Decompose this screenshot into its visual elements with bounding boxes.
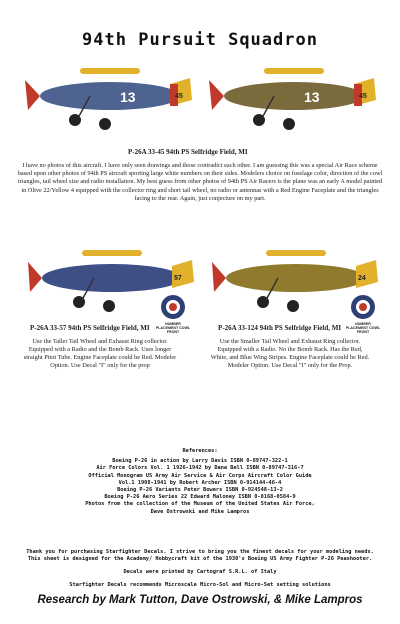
roundel-label-right: NUMBER PLACEMENT COWL FRONT (345, 322, 381, 335)
plane-number-2: 13 (304, 89, 320, 105)
thanks-section (20, 549, 380, 595)
decal-instruction-page (12, 8, 388, 616)
description-paragraph: I have no photos of this aircraft. I have only seen drawings and those contradict each other. I am guessing this was a special Air Race scheme based upon other photos of 94th PS aircraft sporting large white numbers on their sides. Modelers choice on fuselage color, direction of the cowl triangles, tail wheel size and radio installation. My best guess from other photos of 94th PS Air Racers is the plane was an early A model painted in Olive 22/Yellow 4 equipped with the collector ring and short tail wheel, no radio or antennas with a Red Engine Faceplate and the triangles facing to the rear. Again, just conjecture on my part. (17, 162, 383, 202)
reference-item: Boeing P-26 Aero Series 22 Edward Maloney ISBN 0-8168-0584-9 (104, 494, 296, 501)
reference-item: Boeing P-26 Variants Peter Bowers ISBN 0-924548-13-2 (117, 487, 283, 494)
plane-tail-number-2: 45 (359, 93, 367, 100)
caption-left: P-26A 33-57 94th PS Selfridge Field, MI (30, 324, 150, 332)
references-section (22, 448, 378, 516)
research-credits: Research by Mark Tutton, Dave Ostrowski, & Mike Lampros (37, 594, 363, 606)
reference-item: Dave Ostrowski and Mike Lampros (150, 508, 250, 515)
note-right: Use the Smaller Tail Wheel and Exhaust Ring collector. Equipped with a Radio. No the Bomb Rack. Has the Red, White, and Blue Wing Stripes. Engine Faceplate could be Red. Modeler Option. Use Decal "I" only for the Prop. (210, 338, 370, 369)
plane-tail-number-4: 24 (358, 275, 366, 282)
setting-solutions-note: Starfighter Decals recommends Microscale Micro-Sol and Micro-Set setting solutions (69, 582, 331, 588)
cowl-roundel-right (350, 294, 376, 320)
reference-item: Official Monogram US Army Air Service & Air Corps Aircraft Color Guide (88, 472, 312, 479)
roundel-label-left: NUMBER PLACEMENT COWL FRONT (155, 322, 191, 335)
plane-tail-number-1: 45 (175, 93, 183, 100)
cowl-roundel-left (160, 294, 186, 320)
reference-item: Photos from the collection of the Museum of the United States Air Force, (85, 501, 315, 508)
plane-tail-number-3: 57 (174, 275, 182, 282)
reference-item: Vol.1 1908-1941 by Robert Archer ISBN 0-914144-46-4 (118, 479, 282, 486)
reference-item: Boeing P-26 in action by Larry Davis ISBN 0-89747-322-1 (112, 458, 288, 465)
plane-illustration-1 (20, 60, 200, 140)
page-title: 94th Pursuit Squadron (82, 30, 318, 50)
plane-illustration-2 (204, 60, 384, 140)
printer-note: Decals were printed by Cartograf S.R.L. of Italy (123, 569, 277, 575)
note-left: Use the Taller Tail Wheel and Exhaust Ring collector. Equipped with a Radio and the Bomb Rack. Uses longer straight Pitot Tube. Engine Faceplate could be Red. Modeler Option. Use Decal "I" only for the prop (23, 338, 177, 369)
plane-number-1: 13 (120, 89, 136, 105)
caption-right: P-26A 33-124 94th PS Selfridge Field, MI (218, 324, 342, 332)
references-heading: References: (182, 448, 218, 454)
thanks-paragraph: Thank you for purchasing Starfighter Decals. I strive to bring you the finest decals for your modeling needs. This sheet is designed for the Academy/ Hobbycraft kit of the 1930's Boeing US Army Fighter P-26 Peashooter. (26, 549, 374, 562)
reference-item: Air Force Colors Vol. 1 1926-1942 by Dana Bell ISBN 0-89747-316-7 (96, 465, 304, 472)
caption-top: P-26A 33-45 94th PS Selfridge Field, MI (128, 148, 248, 156)
